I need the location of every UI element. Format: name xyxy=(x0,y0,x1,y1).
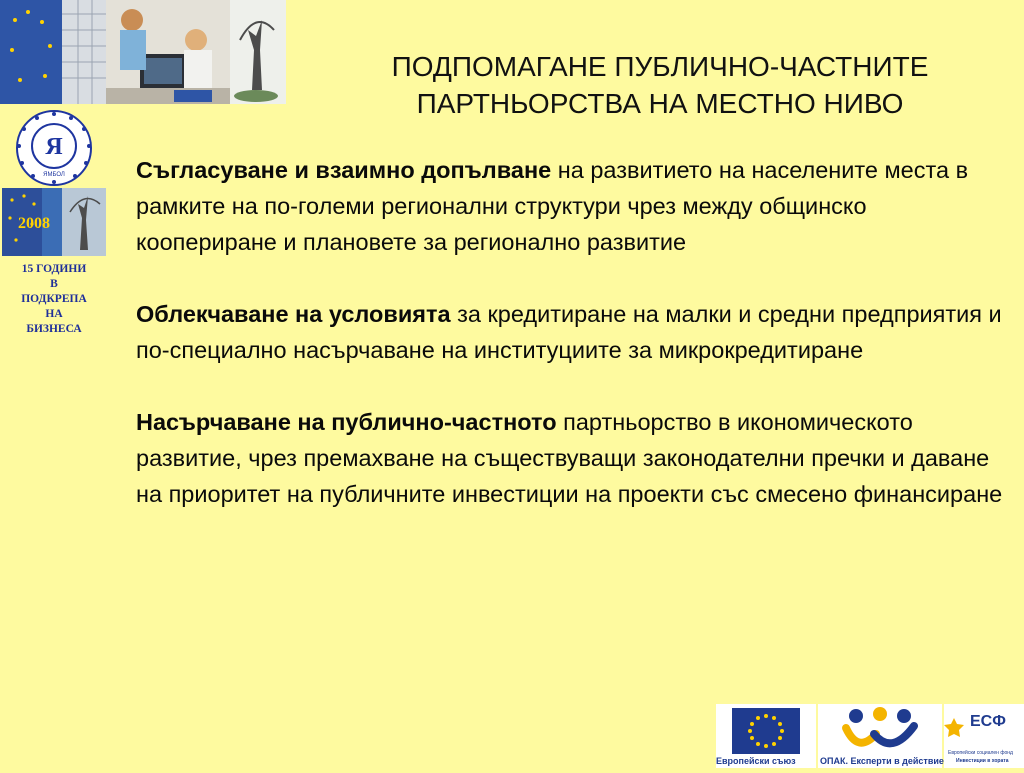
yambol-emblem-text: ЯМБОЛ xyxy=(43,172,65,178)
opak-logo xyxy=(818,704,942,768)
paragraph-credit xyxy=(136,296,1006,368)
paragraph-partnership xyxy=(136,404,1006,512)
paragraph-text: партньорство в икономическото развитие, чрез премахване на съществуващи законодателни пречки и даване на приоритет на публичните инвестиции на проекти със смесено финансиране xyxy=(136,409,1003,507)
side-caption xyxy=(8,262,100,337)
slide-title xyxy=(300,48,1020,122)
paragraph-lead: Насърчаване на публично-частното xyxy=(136,409,557,435)
side-caption-line: ПОДКРЕПА xyxy=(21,293,87,305)
yambol-emblem-graphic xyxy=(2,108,106,188)
opak-label: ОПАК. Експерти в действие xyxy=(820,756,944,766)
esf-tagline: Инвестиции в хората xyxy=(956,758,1009,764)
slide-body xyxy=(136,152,1006,548)
paragraph-coordination xyxy=(136,152,1006,260)
eu-label: Европейски съюз xyxy=(716,756,796,766)
year-2008-text: 2008 xyxy=(18,215,50,232)
esf-small-text: Европейски социален фонд xyxy=(948,750,1013,756)
paragraph-lead: Съгласуване и взаимно допълване xyxy=(136,157,552,183)
photo-banner xyxy=(0,0,286,104)
side-caption-line: В xyxy=(50,278,58,290)
photo-banner-image xyxy=(0,0,286,104)
paragraph-text: на развитието на населените места в рамките на по-големи регионални структури чрез между общинско коопериране и плановете за регионално развитие xyxy=(136,157,969,255)
esf-logo xyxy=(944,704,1024,768)
slide-title-line-2: ПАРТНЬОРСТВА НА МЕСТНО НИВО xyxy=(416,88,904,119)
slide-title-line-1: ПОДПОМАГАНЕ ПУБЛИЧНО-ЧАСТНИТЕ xyxy=(391,51,929,82)
paragraph-text: за кредитиране на малки и средни предприятия и по-специално насърчаване на институциите за микрокредитиране xyxy=(136,301,1002,363)
side-caption-line: БИЗНЕСА xyxy=(26,323,82,335)
esf-brand: ЕСФ xyxy=(970,713,1006,730)
year-2008-graphic xyxy=(2,188,106,256)
yambol-emblem-icon xyxy=(2,108,106,188)
svg-text:Я: Я xyxy=(45,134,63,160)
eu-flag-logo xyxy=(716,704,816,768)
side-caption-line: НА xyxy=(45,308,63,320)
year-2008-emblem xyxy=(2,188,106,256)
esf-logo-icon xyxy=(944,704,1024,768)
side-caption-line: 15 ГОДИНИ xyxy=(21,263,87,275)
paragraph-lead: Облекчаване на условията xyxy=(136,301,451,327)
